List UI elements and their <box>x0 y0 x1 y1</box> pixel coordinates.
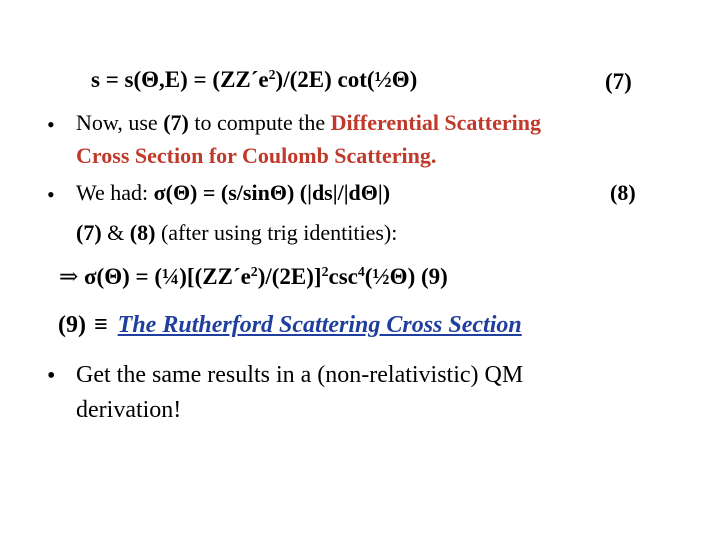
equation-9 <box>59 265 448 288</box>
rutherford-ref: (9) <box>58 312 86 338</box>
bullet-1-ref: (7) <box>163 110 189 135</box>
bullet-marker: • <box>47 363 56 389</box>
equation-7-number: (7) <box>605 69 632 94</box>
equation-9-exp-1: 2 <box>250 264 258 280</box>
bullet-2-rest: (after using trig identities): <box>155 220 398 245</box>
equation-9-exp-3: 4 <box>357 264 365 280</box>
equation-9-exp-2: 2 <box>321 264 329 280</box>
equation-7-rhs: )/(2E) cot(½Θ) <box>275 67 418 92</box>
rutherford-title: The Rutherford Scattering Cross Section <box>117 312 522 338</box>
equivalence-icon: ≡ <box>93 312 108 338</box>
implies-icon: ⇒ <box>59 264 79 289</box>
bullet-marker: • <box>47 182 55 207</box>
bullet-2-number: (8) <box>610 180 636 205</box>
equation-7 <box>91 68 417 91</box>
bullet-1-mid: to compute the <box>188 110 331 135</box>
bullet-2-amp: & <box>101 220 130 245</box>
equation-9-part-2: )/(2E)] <box>257 264 322 289</box>
bullet-2-line-1 <box>76 182 390 204</box>
equation-9-part-4: (½Θ) (9) <box>364 264 448 289</box>
bullet-2-line-2 <box>76 222 397 244</box>
bullet-marker: • <box>47 112 55 137</box>
bullet-2-prefix: We had: <box>76 180 154 205</box>
equation-7-lhs: s = s(Θ,E) = (ZZ´e <box>91 67 269 92</box>
equation-7-exponent: 2 <box>268 67 276 83</box>
rutherford-line <box>58 313 522 337</box>
bullet-1-prefix: Now, use <box>76 110 164 135</box>
bullet-1-emphasis-1: Differential Scattering <box>330 110 541 135</box>
equation-9-part-3: csc <box>328 264 358 289</box>
equation-9-part-1: σ(Θ) = (¼)[(ZZ´e <box>78 264 251 289</box>
bullet-3-line-1: Get the same results in a (non-relativistic) QM <box>76 362 524 388</box>
bullet-2-ref-7: (7) <box>76 220 102 245</box>
bullet-2-ref-8: (8) <box>129 220 156 245</box>
bullet-1-emphasis-2: Cross Section for Coulomb Scattering. <box>76 143 437 168</box>
bullet-2-formula: σ(Θ) = (s/sinΘ) (|ds|/|dΘ|) <box>153 180 391 205</box>
bullet-1-line-1 <box>76 112 541 134</box>
bullet-3-line-2: derivation! <box>76 397 182 423</box>
